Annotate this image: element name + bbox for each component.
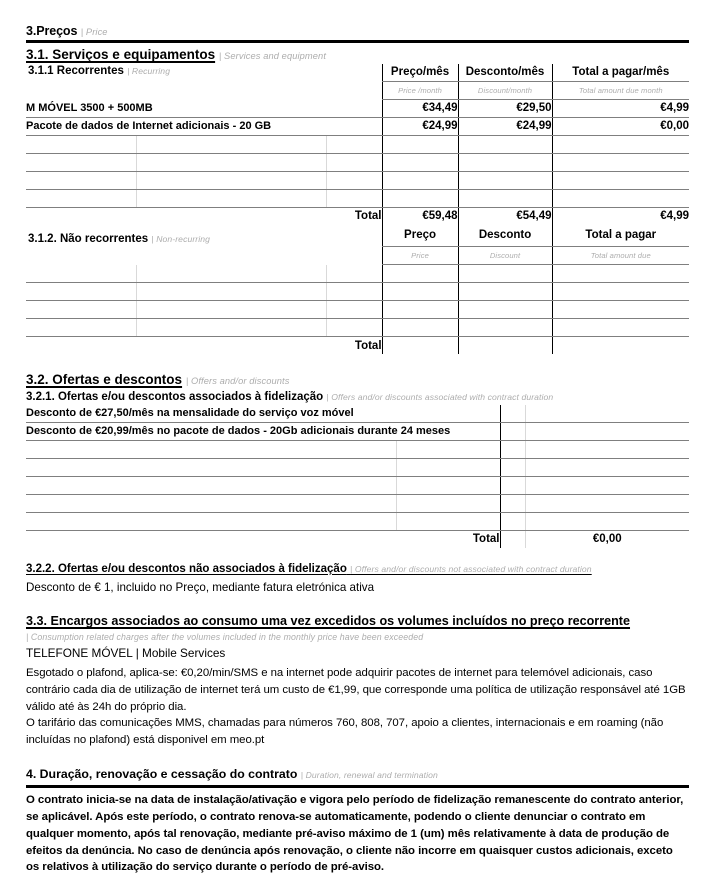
row-cell-b — [136, 189, 326, 207]
row-cell-b — [396, 476, 500, 494]
total-label: Total — [354, 210, 382, 223]
total-gap — [500, 530, 525, 548]
table-total-row — [26, 337, 689, 355]
section-322-text: Desconto de € 1, incluido no Preço, mediante fatura eletrónica ativa — [26, 581, 375, 594]
row-price — [382, 189, 458, 207]
row-discount — [458, 265, 552, 283]
row-total: €4,99 — [552, 99, 689, 117]
row-label — [26, 135, 136, 153]
row-gap — [500, 494, 525, 512]
section-3-heading — [26, 0, 689, 38]
total-spacer — [26, 530, 396, 548]
row-gap — [500, 458, 525, 476]
header-total-month: Total a pagar/mês — [552, 64, 689, 82]
section-31-title: 3.1. Serviços e equipamentos — [26, 47, 216, 63]
section-322-heading — [26, 562, 689, 576]
section-33-heading — [26, 614, 689, 629]
row-label — [26, 458, 396, 476]
total-spacer — [26, 337, 136, 355]
row-value — [525, 494, 689, 512]
section-3-title-en: | Price — [80, 27, 108, 37]
section-312-title-en: | Non-recurring — [151, 234, 211, 245]
total-discount — [458, 337, 552, 355]
row-cell-c — [326, 319, 382, 337]
section-312-heading — [26, 225, 382, 247]
table-row — [26, 512, 689, 530]
total-price — [382, 337, 458, 355]
header-price-month-en: Price /month — [382, 81, 458, 99]
recurring-services-table — [26, 64, 689, 225]
row-label — [26, 440, 396, 458]
row-cell-b — [136, 135, 326, 153]
row-price: €24,99 — [382, 117, 458, 135]
row-label: Desconto de €27,50/mês na mensalidade do serviço voz móvel — [26, 405, 500, 423]
total-price: €59,48 — [382, 207, 458, 225]
row-discount — [458, 189, 552, 207]
section-31-heading — [26, 43, 689, 63]
table-total-row — [26, 530, 689, 548]
row-value — [525, 476, 689, 494]
section-33-paragraph-1: Esgotado o plafond, aplica-se: €0,20/min/SMS e na internet pode adquirir pacotes de internet para telemóvel adicionais, caso contrário cada dia de utilização de internet terá um custo de €1,99, que corresponde uma política de utilização responsável até 1GB válido até às 24h do próprio dia. — [26, 667, 686, 713]
section-311-title-en: | Recurring — [127, 65, 171, 76]
total-spacer — [26, 207, 136, 225]
row-price — [382, 283, 458, 301]
row-price — [382, 135, 458, 153]
section-311-heading — [26, 64, 382, 82]
row-total — [552, 319, 689, 337]
row-cell-b — [136, 153, 326, 171]
table-row — [26, 283, 689, 301]
row-label — [26, 512, 396, 530]
table-row — [26, 153, 689, 171]
section-3-title: 3.Preços — [26, 24, 78, 38]
fidelity-discounts-table — [26, 405, 689, 548]
row-discount — [458, 153, 552, 171]
row-label — [26, 283, 136, 301]
row-total — [552, 301, 689, 319]
row-gap — [500, 512, 525, 530]
header-price-en: Price — [382, 247, 458, 265]
table-row — [26, 135, 689, 153]
row-discount: €29,50 — [458, 99, 552, 117]
row-discount — [458, 301, 552, 319]
row-value — [525, 422, 689, 440]
header-total-month-en: Total amount due month — [552, 81, 689, 99]
table-row — [26, 301, 689, 319]
row-gap — [500, 440, 525, 458]
section-321-title-en: | Offers and/or discounts associated with contract duration — [326, 392, 554, 403]
table-row — [26, 171, 689, 189]
row-cell-b — [396, 512, 500, 530]
header-discount-en: Discount — [458, 247, 552, 265]
section-4-title-en: | Duration, renewal and termination — [300, 770, 438, 781]
header-spacer — [26, 81, 382, 99]
row-cell-c — [326, 171, 382, 189]
header-discount-month-en: Discount/month — [458, 81, 552, 99]
row-cell-b — [396, 494, 500, 512]
section-311-title: 3.1.1 Recorrentes — [28, 64, 124, 77]
row-price — [382, 171, 458, 189]
row-cell-c — [326, 301, 382, 319]
section-322-title-en: | Offers and/or discounts not associated with contract duration — [350, 563, 592, 574]
row-cell-c — [326, 153, 382, 171]
section-4-title: 4. Duração, renovação e cessação do contrato — [26, 767, 298, 782]
row-price — [382, 153, 458, 171]
row-cell-b — [136, 171, 326, 189]
table-row — [26, 440, 689, 458]
row-cell-b — [136, 301, 326, 319]
table-header-en-row — [26, 247, 689, 265]
row-label — [26, 153, 136, 171]
section-32-title-en: | Offers and/or discounts — [185, 376, 290, 387]
nonrecurring-services-table — [26, 225, 689, 355]
header-total: Total a pagar — [552, 225, 689, 247]
row-cell-b — [396, 458, 500, 476]
row-value — [525, 405, 689, 423]
table-row — [26, 476, 689, 494]
row-total — [552, 189, 689, 207]
row-discount — [458, 319, 552, 337]
section-33-subtitle: TELEFONE MÓVEL | Mobile Services — [26, 645, 226, 660]
total-spacer2 — [136, 337, 326, 355]
row-price — [382, 265, 458, 283]
row-discount — [458, 283, 552, 301]
row-price — [382, 319, 458, 337]
row-total — [552, 265, 689, 283]
section-312-title: 3.1.2. Não recorrentes — [28, 233, 149, 246]
row-price — [382, 301, 458, 319]
table-row — [26, 405, 689, 423]
header-spacer — [26, 247, 382, 265]
total-spacer2 — [136, 207, 326, 225]
table-header-row — [26, 64, 689, 82]
row-discount: €24,99 — [458, 117, 552, 135]
row-cell-c — [326, 135, 382, 153]
section-32-heading — [26, 372, 689, 388]
table-row — [26, 99, 689, 117]
row-cell-c — [326, 189, 382, 207]
row-label: Pacote de dados de Internet adicionais - 20 GB — [26, 117, 382, 135]
section-33-paragraph-2: O tarifário das comunicações MMS, chamadas para números 760, 808, 707, apoio a clientes, internacionais e em roaming (não incluídas no plafond) está disponivel em meo.pt — [26, 717, 664, 747]
section-321-title: 3.2.1. Ofertas e/ou descontos associados à fidelização — [26, 391, 324, 404]
row-gap — [500, 476, 525, 494]
row-gap — [500, 422, 525, 440]
row-total — [552, 283, 689, 301]
row-value — [525, 512, 689, 530]
total-total: €4,99 — [552, 207, 689, 225]
row-cell-b — [396, 440, 500, 458]
row-total — [552, 171, 689, 189]
header-discount-month: Desconto/mês — [458, 64, 552, 82]
row-label — [26, 476, 396, 494]
table-row — [26, 189, 689, 207]
row-label: M MÓVEL 3500 + 500MB — [26, 99, 382, 117]
total-label: Total — [354, 339, 382, 352]
row-discount — [458, 135, 552, 153]
row-discount — [458, 171, 552, 189]
row-label — [26, 494, 396, 512]
row-value — [525, 458, 689, 476]
total-total — [552, 337, 689, 355]
section-33-title-en: | Consumption related charges after the volumes included in the monthly price have been exceeded — [26, 631, 424, 642]
table-row — [26, 494, 689, 512]
section-4-text: O contrato inicia-se na data de instalação/ativação e vigora pelo período de fidelização remanescente do contrato anterior, se aplicável. Após este período, o contrato renova-se automaticamente, podendo o cliente denunciar o contrato em qualquer momento, após tal renovação, mediante pré-aviso máximo de 1 (um) mês relativamente à data de produção de efeitos da denúncia. No caso de denúncia após renovação, o cliente não incorre em quaisquer custos adicionais, exceto os relativos à utilização do serviço durante o período de pré-aviso. — [26, 794, 684, 874]
table-row — [26, 319, 689, 337]
row-label — [26, 319, 136, 337]
section-31-title-en: | Services and equipment — [218, 51, 326, 62]
row-label — [26, 301, 136, 319]
header-total-en: Total amount due — [552, 247, 689, 265]
row-label — [26, 189, 136, 207]
section-322-title: 3.2.2. Ofertas e/ou descontos não associados à fidelização — [26, 562, 347, 575]
total-discount: €54,49 — [458, 207, 552, 225]
row-label — [26, 171, 136, 189]
total-value: €0,00 — [525, 530, 689, 548]
table-row — [26, 117, 689, 135]
section-33-title: 3.3. Encargos associados ao consumo uma vez excedidos os volumes incluídos no preço recorrente — [26, 614, 631, 629]
header-price-month: Preço/mês — [382, 64, 458, 82]
table-row — [26, 265, 689, 283]
row-cell-c — [326, 265, 382, 283]
document-body — [26, 0, 689, 876]
row-total — [552, 153, 689, 171]
row-cell-b — [136, 265, 326, 283]
header-discount: Desconto — [458, 225, 552, 247]
section-4-heading — [26, 767, 689, 782]
row-label — [26, 265, 136, 283]
section-321-heading — [26, 388, 689, 404]
row-price: €34,49 — [382, 99, 458, 117]
row-total: €0,00 — [552, 117, 689, 135]
table-total-row — [26, 207, 689, 225]
table-row — [26, 458, 689, 476]
table-header-en-row — [26, 81, 689, 99]
row-cell-b — [136, 319, 326, 337]
row-total — [552, 135, 689, 153]
row-cell-c — [326, 283, 382, 301]
table-row — [26, 422, 689, 440]
total-label: Total — [472, 533, 500, 546]
table-header-row — [26, 225, 689, 247]
row-gap — [500, 405, 525, 423]
header-price: Preço — [382, 225, 458, 247]
row-label: Desconto de €20,99/mês no pacote de dados - 20Gb adicionais durante 24 meses — [26, 422, 500, 440]
row-value — [525, 440, 689, 458]
row-cell-b — [136, 283, 326, 301]
section-32-title: 3.2. Ofertas e descontos — [26, 372, 183, 388]
